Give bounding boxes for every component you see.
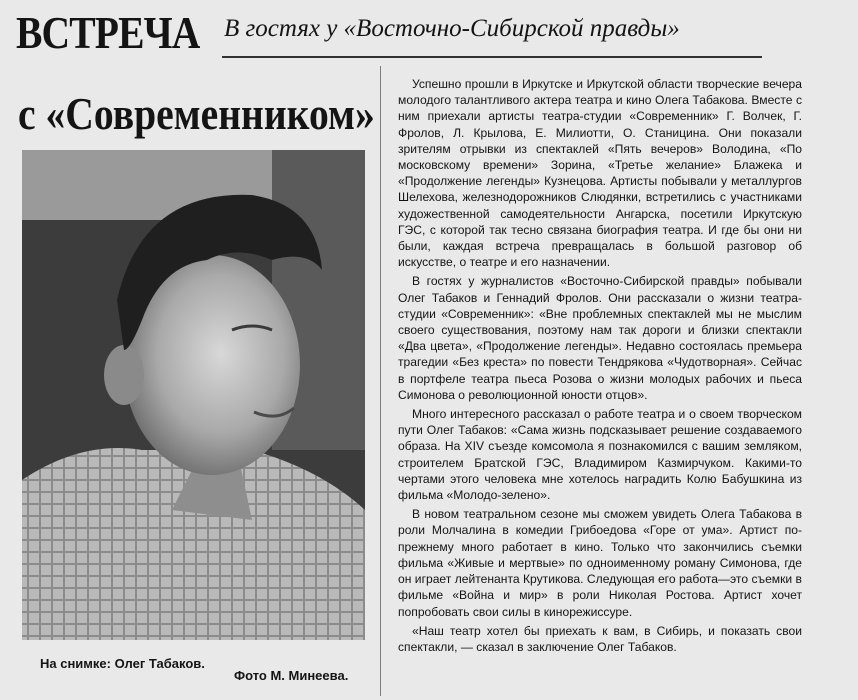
- photo-caption: На снимке: Олег Табаков.: [40, 656, 205, 671]
- photo-credit: Фото М. Минеева.: [234, 668, 349, 683]
- column-divider: [380, 66, 381, 696]
- article-paragraph: Успешно прошли в Иркутске и Иркутской области творческие вечера молодого талантливого актера театра и кино Олега Табакова. Вместе с ним приехали артисты театра-студии «Современник» Г. Волчек, Г. Фролов, Л. Крылова, Е. Милиотти, О. Станицина. Они показали зрителям отрывки из спектаклей «Пять вечеров» Володина, «По московскому времени» Зорина, «Третье желание» Блажека и «Продолжение легенды» Кузнецова. Артисты побывали у металлургов Шелехова, железнодорожников Слюдянки, встретились с участниками художественной самодеятельности Ангарска, посетили Иркутскую ГЭС, с которой так тесно связана биография театра. И где бы они ни были, каждая встреча превращалась в большой разговор об искусстве, о театре и его назначении.: [398, 77, 802, 270]
- article-paragraph: «Наш театр хотел бы приехать к вам, в Сибирь, и показать свои спектакли, — сказал в заключение Олег Табаков.: [398, 623, 802, 654]
- portrait-illustration: [22, 150, 365, 640]
- article-paragraph: Много интересного рассказал о работе театра и о своем творческом пути Олег Табаков: «Сама жизнь подсказывает решение создаваемого образа. На XIV съезде комсомола я познакомился с вашим земляком, строителем Братской ГЭС, Владимиром Казмирчуком. Какими-то чертами этого человека мне хотелось наградить Колю Бабушкина из фильма «Молодо-зелено».: [398, 407, 802, 503]
- kicker-underline: [222, 56, 762, 58]
- portrait-photo: [22, 150, 365, 640]
- article-paragraph: В новом театральном сезоне мы сможем увидеть Олега Табакова в роли Молчалина в комедии Грибоедова «Горе от ума». Артист по-прежнему много работает в кино. Только что закончились съемки фильма «Живые и мертвые» по одноименному роману Симонова, где он играет лейтенанта Крутикова. Следующая его работа—это съемки в фильме «Война и мир» в роли Николая Ростова. Артист хочет попробовать свои силы в кинорежиссуре.: [398, 507, 802, 619]
- headline-main: ВСТРЕЧА: [16, 7, 200, 58]
- kicker-rubric: В гостях у «Восточно-Сибирской правды»: [224, 15, 680, 42]
- article-body: [398, 76, 802, 658]
- headline-secondary: с «Современником»: [18, 89, 375, 139]
- article-paragraph: В гостях у журналистов «Восточно-Сибирской правды» побывали Олег Табаков и Геннадий Фролов. Они рассказали о жизни театра-студии «Современник»: «Вне проблемных спектаклей мы не мыслим своего существования, поэтому нам так дороги и близки спектакли «Два цвета», «Продолжение легенды». Недавно состоялась премьера трагедии «Без креста» по повести Тендрякова «Чудотворная». Сейчас в портфеле театра пьеса Розова о жизни молодых рабочих и пьеса Симонова о революционной юности отцов».: [398, 274, 802, 402]
